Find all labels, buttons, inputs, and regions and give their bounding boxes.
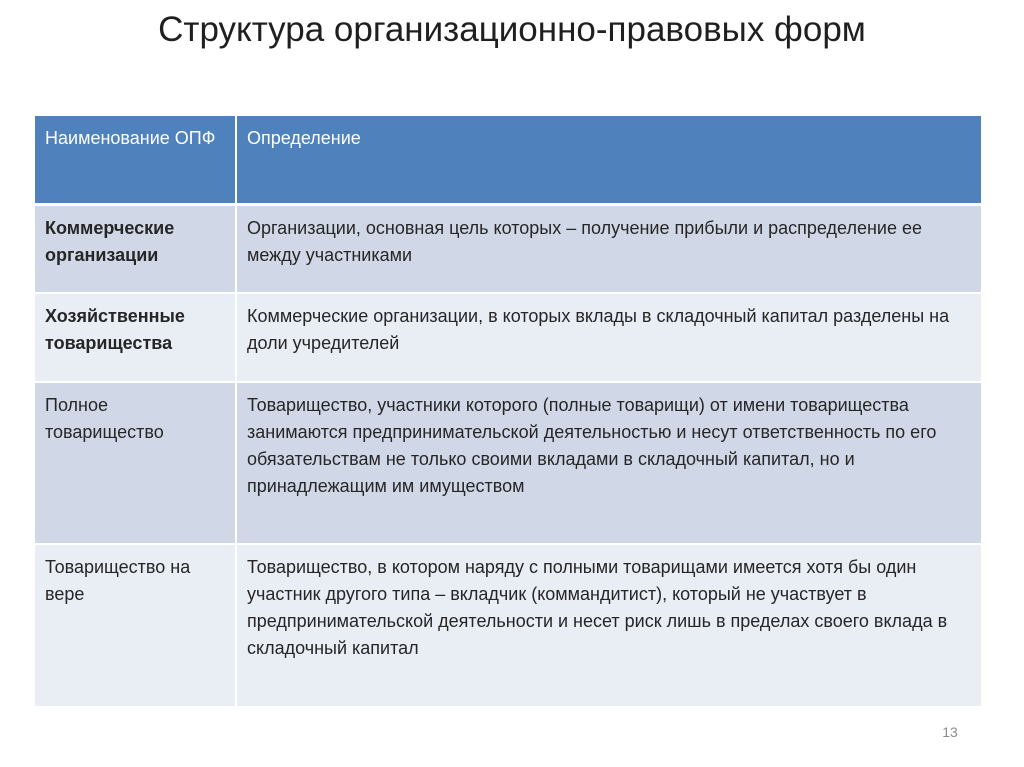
opf-table — [35, 116, 981, 706]
row-name: Полное товарищество — [35, 382, 236, 544]
table-row — [35, 293, 981, 382]
row-definition: Организации, основная цель которых – получение прибыли и распределение ее между участниками — [236, 204, 981, 293]
row-name: Хозяйственные товарищества — [35, 293, 236, 382]
table-row — [35, 382, 981, 544]
row-name: Товарищество на вере — [35, 544, 236, 706]
header-name: Наименование ОПФ — [35, 116, 236, 204]
page-number: 13 — [942, 724, 958, 740]
table-row — [35, 544, 981, 706]
header-definition: Определение — [236, 116, 981, 204]
row-definition: Коммерческие организации, в которых вклады в складочный капитал разделены на доли учредителей — [236, 293, 981, 382]
row-definition: Товарищество, в котором наряду с полными товарищами имеется хотя бы один участник другого типа – вкладчик (коммандитист), который не участвует в предпринимательской деятельности и несет риск лишь в пределах своего вклада в складочный капитал — [236, 544, 981, 706]
row-definition: Товарищество, участники которого (полные товарищи) от имени товарищества занимаются предпринимательской деятельностью и несут ответственность по его обязательствам не только своими вкладами в складочный капитал, но и принадлежащим им имуществом — [236, 382, 981, 544]
table-header-row — [35, 116, 981, 204]
table-row — [35, 204, 981, 293]
slide-title: Структура организационно-правовых форм — [158, 10, 866, 49]
row-name: Коммерческие организации — [35, 204, 236, 293]
